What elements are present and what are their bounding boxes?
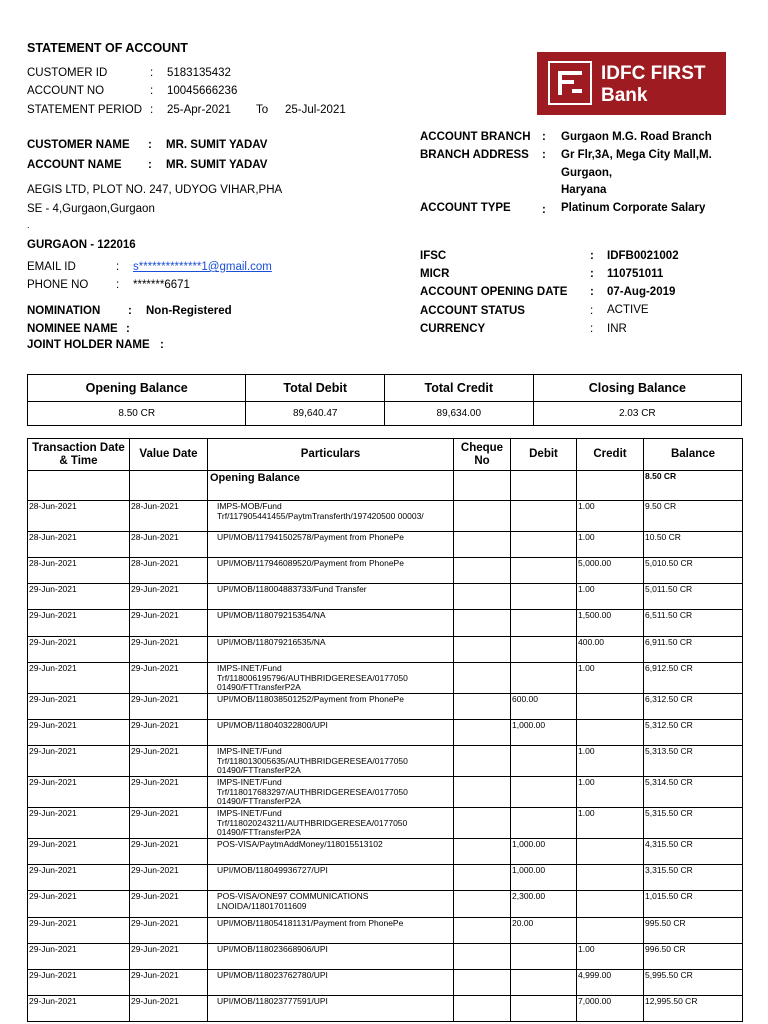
balance-cell: 6,912.50 CR	[644, 663, 743, 694]
balance-cell: 6,911.50 CR	[644, 637, 743, 663]
value-date-cell: 28-Jun-2021	[130, 558, 208, 584]
cheque-no-cell	[454, 532, 511, 558]
phone-label: PHONE NO	[27, 279, 89, 291]
value-date-cell: 29-Jun-2021	[130, 610, 208, 637]
value-date-cell: 29-Jun-2021	[130, 808, 208, 839]
txn-date-cell: 29-Jun-2021	[28, 663, 130, 694]
txn-date-cell: 29-Jun-2021	[28, 746, 130, 777]
opening-balance-value: 8.50 CR	[28, 402, 246, 426]
particulars-cell: IMPS-INET/Fund Trf/118006195796/AUTHBRIDGERESEA/0177050 01490/FTTransferP2A	[208, 663, 454, 694]
balance-cell: 6,511.50 CR	[644, 610, 743, 637]
column-header: Cheque No	[454, 439, 511, 471]
credit-cell: 1.00	[577, 944, 644, 970]
debit-cell: 1,000.00	[511, 720, 577, 746]
opening-balance-cell: 8.50 CR	[644, 471, 743, 501]
value-date-cell: 29-Jun-2021	[130, 865, 208, 891]
particulars-cell: UPI/MOB/118040322800/UPI	[208, 720, 454, 746]
column-header: Balance	[644, 439, 743, 471]
table-row	[28, 663, 743, 694]
colon: :	[590, 305, 594, 317]
period-from: 25-Apr-2021	[167, 104, 231, 116]
credit-cell: 4,999.00	[577, 970, 644, 996]
txn-date-cell: 29-Jun-2021	[28, 610, 130, 637]
colon: :	[126, 323, 130, 335]
colon: :	[148, 139, 152, 151]
column-header: Credit	[577, 439, 644, 471]
credit-cell: 1.00	[577, 532, 644, 558]
colon: :	[116, 261, 120, 273]
balance-cell: 9.50 CR	[644, 501, 743, 532]
column-header: Transaction Date & Time	[28, 439, 130, 471]
cheque-no-cell	[454, 777, 511, 808]
debit-cell: 2,300.00	[511, 891, 577, 918]
currency-value: INR	[607, 323, 627, 335]
table-row	[28, 720, 743, 746]
particulars-cell: POS-VISA/ONE97 COMMUNICATIONS LNOIDA/118017011609	[208, 891, 454, 918]
colon: :	[128, 305, 132, 317]
branch-address-line-2: Gurgaon,	[561, 167, 613, 179]
account-status-value: ACTIVE	[607, 304, 649, 316]
txn-date-cell: 29-Jun-2021	[28, 970, 130, 996]
table-row	[28, 746, 743, 777]
debit-cell: 20.00	[511, 918, 577, 944]
particulars-cell: IMPS-MOB/Fund Trf/117905441455/PaytmTransferth/197420500 00003/	[208, 501, 454, 532]
particulars-cell: IMPS-INET/Fund Trf/118013005635/AUTHBRIDGERESEA/0177050 01490/FTTransferP2A	[208, 746, 454, 777]
phone-value: *******6671	[133, 279, 190, 291]
particulars-cell: UPI/MOB/118023762780/UPI	[208, 970, 454, 996]
address-line-2: SE - 4,Gurgaon,Gurgaon	[27, 203, 155, 215]
balance-cell: 996.50 CR	[644, 944, 743, 970]
transactions-table	[27, 438, 743, 1022]
value-date-cell: 29-Jun-2021	[130, 694, 208, 720]
colon: :	[542, 204, 546, 216]
credit-cell: 1,500.00	[577, 610, 644, 637]
txn-date-cell: 29-Jun-2021	[28, 808, 130, 839]
particulars-cell: UPI/MOB/117946089520/Payment from PhonePe	[208, 558, 454, 584]
debit-cell	[511, 532, 577, 558]
value-date-cell: 29-Jun-2021	[130, 918, 208, 944]
txn-date-cell: 29-Jun-2021	[28, 865, 130, 891]
micr-label: MICR	[420, 268, 450, 280]
cheque-no-cell	[454, 808, 511, 839]
cheque-no-cell	[454, 918, 511, 944]
value-date-cell: 29-Jun-2021	[130, 839, 208, 865]
joint-holder-label: JOINT HOLDER NAME	[27, 339, 150, 351]
particulars-cell: POS-VISA/PaytmAddMoney/118015513102	[208, 839, 454, 865]
balance-cell: 5,315.50 CR	[644, 808, 743, 839]
credit-cell	[577, 720, 644, 746]
particulars-cell: UPI/MOB/117941502578/Payment from PhonePe	[208, 532, 454, 558]
table-row	[28, 996, 743, 1022]
balance-cell: 5,995.50 CR	[644, 970, 743, 996]
column-header: Value Date	[130, 439, 208, 471]
cheque-no-cell	[454, 996, 511, 1022]
cheque-no-cell	[454, 944, 511, 970]
balance-summary-table	[27, 374, 742, 426]
credit-cell	[577, 865, 644, 891]
cheque-no-cell	[454, 891, 511, 918]
balance-cell: 995.50 CR	[644, 918, 743, 944]
cheque-no-cell	[454, 694, 511, 720]
summary-header: Opening Balance	[28, 375, 246, 402]
cheque-no-cell	[454, 746, 511, 777]
customer-name-value: MR. SUMIT YADAV	[166, 139, 268, 151]
txn-date-cell: 29-Jun-2021	[28, 720, 130, 746]
branch-label: ACCOUNT BRANCH	[420, 131, 531, 143]
txn-date-cell: 29-Jun-2021	[28, 694, 130, 720]
value-date-cell: 29-Jun-2021	[130, 663, 208, 694]
txn-date-cell: 29-Jun-2021	[28, 944, 130, 970]
address-city: GURGAON - 122016	[27, 239, 136, 251]
value-date-cell: 28-Jun-2021	[130, 501, 208, 532]
credit-cell	[577, 839, 644, 865]
txn-date-cell: 29-Jun-2021	[28, 584, 130, 610]
table-row	[28, 558, 743, 584]
cheque-no-cell	[454, 584, 511, 610]
txn-date-cell: 29-Jun-2021	[28, 891, 130, 918]
value-date-cell: 29-Jun-2021	[130, 637, 208, 663]
txn-date-cell: 29-Jun-2021	[28, 996, 130, 1022]
table-row	[28, 891, 743, 918]
table-row	[28, 532, 743, 558]
balance-cell: 5,312.50 CR	[644, 720, 743, 746]
colon: :	[590, 268, 594, 280]
debit-cell	[511, 970, 577, 996]
balance-cell: 10.50 CR	[644, 532, 743, 558]
colon: :	[590, 286, 594, 298]
particulars-cell: UPI/MOB/118079216535/NA	[208, 637, 454, 663]
cheque-no-cell	[454, 610, 511, 637]
balance-cell: 6,312.50 CR	[644, 694, 743, 720]
value-date-cell: 29-Jun-2021	[130, 944, 208, 970]
debit-cell	[511, 610, 577, 637]
cheque-no-cell	[454, 865, 511, 891]
particulars-cell: UPI/MOB/118023668906/UPI	[208, 944, 454, 970]
value-date-cell: 29-Jun-2021	[130, 891, 208, 918]
colon: :	[590, 250, 594, 262]
debit-cell	[511, 777, 577, 808]
table-row	[28, 944, 743, 970]
total-credit-value: 89,634.00	[384, 402, 533, 426]
table-row	[28, 501, 743, 532]
account-name-label: ACCOUNT NAME	[27, 159, 122, 171]
colon: :	[150, 85, 154, 97]
colon: :	[148, 159, 152, 171]
customer-id-label: CUSTOMER ID	[27, 67, 108, 79]
txn-date-cell: 29-Jun-2021	[28, 637, 130, 663]
value-date-cell: 29-Jun-2021	[130, 996, 208, 1022]
balance-cell: 12,995.50 CR	[644, 996, 743, 1022]
credit-cell	[577, 694, 644, 720]
nomination-value: Non-Registered	[146, 305, 232, 317]
balance-cell: 5,011.50 CR	[644, 584, 743, 610]
ifsc-label: IFSC	[420, 250, 447, 262]
period-to-label: To	[256, 104, 269, 116]
cheque-no-cell	[454, 637, 511, 663]
customer-name-label: CUSTOMER NAME	[27, 139, 130, 151]
branch-value: Gurgaon M.G. Road Branch	[561, 131, 712, 143]
value-date-cell: 29-Jun-2021	[130, 970, 208, 996]
branch-address-line-3: Haryana	[561, 184, 607, 196]
particulars-cell: UPI/MOB/118004883733/Fund Transfer	[208, 584, 454, 610]
account-type-label: ACCOUNT TYPE	[420, 202, 511, 214]
account-name-value: MR. SUMIT YADAV	[166, 159, 268, 171]
credit-cell: 1.00	[577, 777, 644, 808]
opening-date-label: ACCOUNT OPENING DATE	[420, 286, 568, 298]
debit-cell	[511, 996, 577, 1022]
debit-cell: 1,000.00	[511, 865, 577, 891]
summary-header: Total Debit	[246, 375, 385, 402]
txn-date-cell: 29-Jun-2021	[28, 839, 130, 865]
table-row	[28, 865, 743, 891]
cheque-no-cell	[454, 501, 511, 532]
table-row	[28, 694, 743, 720]
colon: :	[116, 279, 120, 291]
balance-cell: 1,015.50 CR	[644, 891, 743, 918]
debit-cell	[511, 808, 577, 839]
debit-cell	[511, 663, 577, 694]
particulars-cell: UPI/MOB/118079215354/NA	[208, 610, 454, 637]
debit-cell	[511, 584, 577, 610]
table-row	[28, 918, 743, 944]
email-link[interactable]: s**************1@gmail.com	[133, 261, 272, 273]
cheque-no-cell	[454, 839, 511, 865]
debit-cell: 1,000.00	[511, 839, 577, 865]
value-date-cell: 29-Jun-2021	[130, 720, 208, 746]
debit-cell	[511, 746, 577, 777]
account-no-value: 10045666236	[167, 85, 238, 97]
colon: :	[542, 149, 546, 161]
table-row	[28, 839, 743, 865]
txn-date-cell: 28-Jun-2021	[28, 558, 130, 584]
particulars-cell: IMPS-INET/Fund Trf/118020243211/AUTHBRIDGERESEA/0177050 01490/FTTransferP2A	[208, 808, 454, 839]
nomination-label: NOMINATION	[27, 305, 101, 317]
bank-logo	[537, 52, 726, 115]
txn-date-cell: 28-Jun-2021	[28, 532, 130, 558]
credit-cell	[577, 918, 644, 944]
txn-date-cell: 29-Jun-2021	[28, 777, 130, 808]
credit-cell: 400.00	[577, 637, 644, 663]
debit-cell	[511, 501, 577, 532]
credit-cell: 1.00	[577, 746, 644, 777]
credit-cell: 1.00	[577, 663, 644, 694]
balance-cell: 5,313.50 CR	[644, 746, 743, 777]
particulars-cell: UPI/MOB/118038501252/Payment from PhonePe	[208, 694, 454, 720]
txn-date-cell: 28-Jun-2021	[28, 501, 130, 532]
table-row	[28, 637, 743, 663]
value-date-cell: 29-Jun-2021	[130, 746, 208, 777]
balance-cell: 4,315.50 CR	[644, 839, 743, 865]
closing-balance-value: 2.03 CR	[533, 402, 741, 426]
ifsc-value: IDFB0021002	[607, 250, 679, 262]
table-row	[28, 610, 743, 637]
cheque-no-cell	[454, 663, 511, 694]
colon: :	[542, 131, 546, 143]
txn-date-cell: 29-Jun-2021	[28, 918, 130, 944]
credit-cell: 1.00	[577, 501, 644, 532]
credit-cell	[577, 891, 644, 918]
email-label: EMAIL ID	[27, 261, 76, 273]
debit-cell	[511, 944, 577, 970]
currency-label: CURRENCY	[420, 323, 486, 335]
particulars-cell: IMPS-INET/Fund Trf/118017683297/AUTHBRIDGERESEA/0177050 01490/FTTransferP2A	[208, 777, 454, 808]
nominee-label: NOMINEE NAME	[27, 323, 118, 335]
particulars-cell: UPI/MOB/118023777591/UPI	[208, 996, 454, 1022]
colon: :	[150, 104, 154, 116]
colon: :	[590, 323, 594, 335]
branch-address-label: BRANCH ADDRESS	[420, 149, 529, 161]
bank-logo-line1: IDFC FIRST	[601, 63, 706, 84]
opening-date-value: 07-Aug-2019	[607, 286, 676, 298]
value-date-cell: 29-Jun-2021	[130, 777, 208, 808]
colon: :	[160, 339, 164, 351]
balance-cell: 5,010.50 CR	[644, 558, 743, 584]
credit-cell: 5,000.00	[577, 558, 644, 584]
cheque-no-cell	[454, 720, 511, 746]
column-header: Debit	[511, 439, 577, 471]
value-date-cell: 29-Jun-2021	[130, 584, 208, 610]
statement-period-label: STATEMENT PERIOD	[27, 104, 143, 116]
credit-cell: 1.00	[577, 808, 644, 839]
bank-logo-line2: Bank	[601, 85, 648, 106]
debit-cell	[511, 558, 577, 584]
account-no-label: ACCOUNT NO	[27, 85, 105, 97]
cheque-no-cell	[454, 558, 511, 584]
debit-cell	[511, 637, 577, 663]
micr-value: 110751011	[607, 268, 664, 280]
summary-header: Total Credit	[384, 375, 533, 402]
credit-cell: 1.00	[577, 584, 644, 610]
page-title: STATEMENT OF ACCOUNT	[27, 41, 188, 55]
bank-logo-icon	[548, 61, 592, 105]
balance-cell: 5,314.50 CR	[644, 777, 743, 808]
address-line-1: AEGIS LTD, PLOT NO. 247, UDYOG VIHAR,PHA	[27, 184, 283, 196]
table-row	[28, 970, 743, 996]
total-debit-value: 89,640.47	[246, 402, 385, 426]
customer-id-value: 5183135432	[167, 67, 231, 79]
table-row	[28, 777, 743, 808]
value-date-cell: 28-Jun-2021	[130, 532, 208, 558]
opening-balance-label: Opening Balance	[208, 471, 454, 501]
credit-cell: 7,000.00	[577, 996, 644, 1022]
account-status-label: ACCOUNT STATUS	[420, 305, 525, 317]
address-line-3: .	[27, 220, 30, 230]
account-type-value: Platinum Corporate Salary	[561, 202, 706, 214]
opening-balance-row	[28, 471, 743, 501]
summary-header: Closing Balance	[533, 375, 741, 402]
colon: :	[150, 67, 154, 79]
particulars-cell: UPI/MOB/118049936727/UPI	[208, 865, 454, 891]
table-row	[28, 584, 743, 610]
column-header: Particulars	[208, 439, 454, 471]
table-row	[28, 808, 743, 839]
cheque-no-cell	[454, 970, 511, 996]
branch-address-line-1: Gr Flr,3A, Mega City Mall,M.	[561, 149, 712, 161]
period-to: 25-Jul-2021	[285, 104, 346, 116]
debit-cell: 600.00	[511, 694, 577, 720]
particulars-cell: UPI/MOB/118054181131/Payment from PhonePe	[208, 918, 454, 944]
balance-cell: 3,315.50 CR	[644, 865, 743, 891]
